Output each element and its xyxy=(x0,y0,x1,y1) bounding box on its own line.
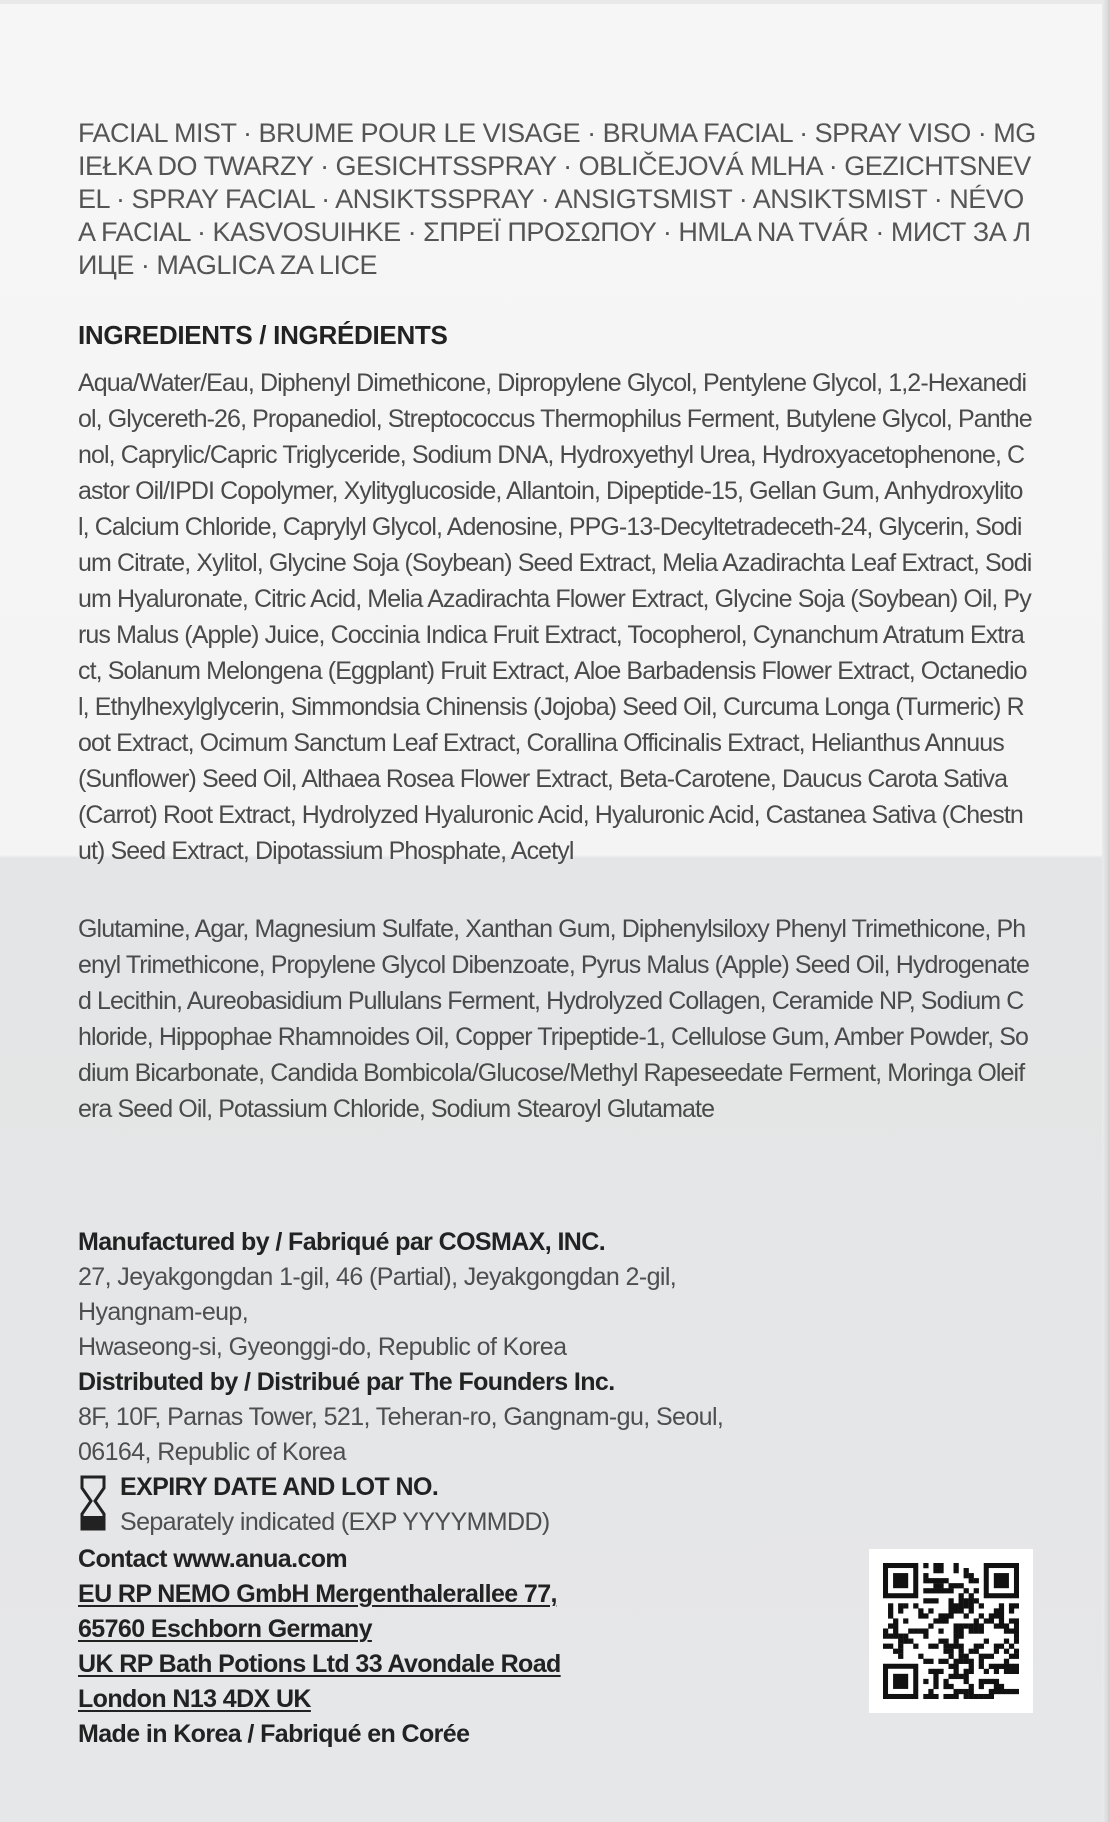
hourglass-icon xyxy=(78,1470,112,1542)
qr-code-icon xyxy=(869,1549,1033,1713)
contact-line: Contact www.anua.com xyxy=(78,1545,348,1573)
eu-rp-line2: 65760 Eschborn Germany xyxy=(78,1615,372,1643)
top-edge xyxy=(0,0,1108,4)
manufacturer-address-line1: 27, Jeyakgongdan 1-gil, 46 (Partial), Jeyakgongdan 2-gil, Hyangnam-eup, xyxy=(78,1263,677,1326)
uk-rp-line1: UK RP Bath Potions Ltd 33 Avondale Road xyxy=(78,1650,561,1678)
ingredients-heading: INGREDIENTS / INGRÉDIENTS xyxy=(78,320,448,350)
expiry-label: EXPIRY DATE AND LOT NO. xyxy=(120,1473,439,1501)
ingredients-list-part2: Glutamine, Agar, Magnesium Sulfate, Xanthan Gum, Diphenylsiloxy Phenyl Trimethicone, Phenyl Trimethicone, Propylene Glycol Dibenzoate, Pyrus Malus (Apple) Seed Oil, Hydrogenated Lecithin, Aureobasidium Pullulans Ferment, Hydrolyzed Collagen, Ceramide NP, Sodium Chloride, Hippophae Rhamnoides Oil, Copper Tripeptide-1, Cellulose Gum, Amber Powder, Sodium Bicarbonate, Candida Bombicola/Glucose/Methyl Rapeseedate Ferment, Moringa Oleifera Seed Oil, Potassium Chloride, Sodium Stearoyl Glutamate xyxy=(78,915,1029,1123)
distributor-address-line2: 06164, Republic of Korea xyxy=(78,1438,346,1466)
uk-rp-line2: London N13 4DX UK xyxy=(78,1685,311,1713)
ingredients-list-part1: Aqua/Water/Eau, Diphenyl Dimethicone, Dipropylene Glycol, Pentylene Glycol, 1,2-Hexanediol, Glycereth-26, Propanediol, Streptococcus Thermophilus Ferment, Butylene Glycol, Panthenol, Caprylic/Capric Triglyceride, Sodium DNA, Hydroxyethyl Urea, Hydroxyacetophenone, Castor Oil/IPDI Copolymer, Xylityglucoside, Allantoin, Dipeptide-15, Gellan Gum, Anhydroxylitol, Calcium Chloride, Caprylyl Glycol, Adenosine, PPG-13-Decyltetradeceth-24, Glycerin, Sodium Citrate, Xylitol, Glycine Soja (Soybean) Seed Extract, Melia Azadirachta Leaf Extract, Sodium Hyaluronate, Citric Acid, Melia Azadirachta Flower Extract, Glycine Soja (Soybean) Oil, Pyrus Malus (Apple) Juice, Coccinia Indica Fruit Extract, Tocopherol, Cynanchum Atratum Extract, Solanum Melongena (Eggplant) Fruit Extract, Aloe Barbadensis Flower Extract, Octanediol, Ethylhexylglycerin, Simmondsia Chinensis (Jojoba) Seed Oil, Curcuma Longa (Turmeric) Root Extract, Ocimum Sanctum Leaf Extract, Corallina Officinalis Extract, Helianthus Annuus (Sunflower) Seed Oil, Althaea Rosea Flower Extract, Beta-Carotene, Daucus Carota Sativa (Carrot) Root Extract, Hydrolyzed Hyaluronic Acid, Hyaluronic Acid, Castanea Sativa (Chestnut) Seed Extract, Dipotassium Phosphate, Acetyl xyxy=(78,369,1032,865)
expiry-note: Separately indicated (EXP YYYYMMDD) xyxy=(120,1508,550,1536)
manufacturer-label: Manufactured by / Fabriqué par COSMAX, INC. xyxy=(78,1228,606,1256)
right-edge xyxy=(1102,0,1108,1822)
manufacturer-address-line2: Hwaseong-si, Gyeonggi-do, Republic of Korea xyxy=(78,1333,567,1361)
expiry-block xyxy=(78,1470,778,1542)
distributor-label: Distributed by / Distribué par The Founders Inc. xyxy=(78,1368,615,1396)
distributor-address-line1: 8F, 10F, Parnas Tower, 521, Teheran-ro, Gangnam-gu, Seoul, xyxy=(78,1403,724,1431)
company-info xyxy=(78,1225,778,1752)
product-names-multilingual: FACIAL MIST · BRUME POUR LE VISAGE · BRUMA FACIAL · SPRAY VISO · MGIEŁKA DO TWARZY · GESICHTSSPRAY · OBLIČEJOVÁ MLHA · GEZICHTSNEVEL · SPRAY FACIAL · ANSIKTSSPRAY · ANSIGTSMIST · ANSIKTSMIST · NÉVOA FACIAL · KASVOSUIHKE · ΣΠΡΕΪ ΠΡΟΣΩΠΟΥ · HMLA NA TVÁR · МИСТ ЗА ЛИЦЕ · MAGLICA ZA LICE xyxy=(78,118,1036,280)
origin-line: Made in Korea / Fabriqué en Corée xyxy=(78,1720,470,1748)
eu-rp-line1: EU RP NEMO GmbH Mergenthalerallee 77, xyxy=(78,1580,557,1608)
